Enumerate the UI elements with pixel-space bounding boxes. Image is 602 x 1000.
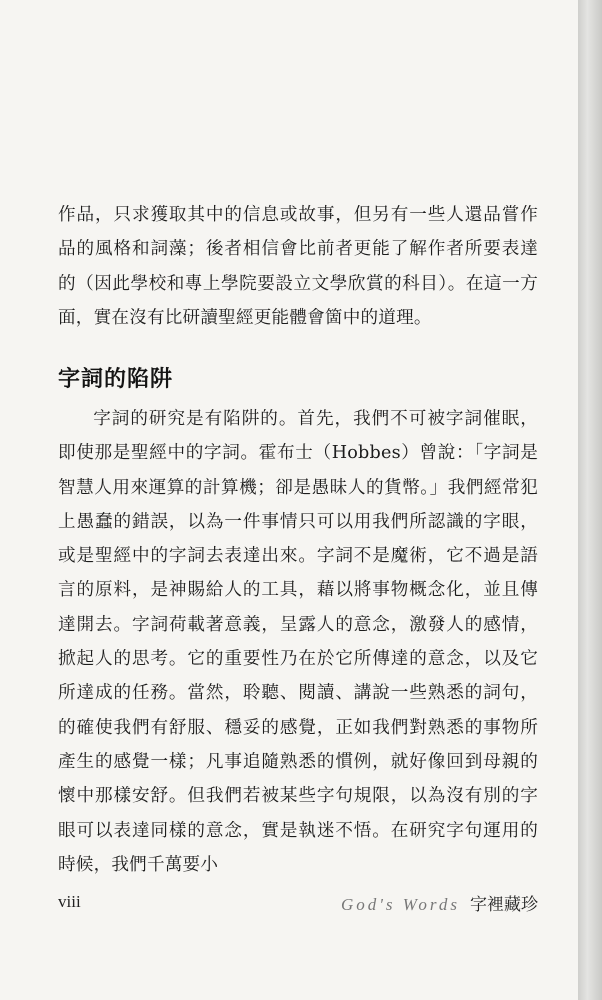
page-edge-shadow bbox=[578, 0, 602, 1000]
body-text-top bbox=[58, 198, 538, 335]
section-heading: 字詞的陷阱 bbox=[58, 367, 174, 392]
paragraph-main: 字詞的研究是有陷阱的。首先，我們不可被字詞催眠，即使那是聖經中的字詞。霍布士（Hobbes）曾說：「字詞是智慧人用來運算的計算機；卻是愚昧人的貨幣。」我們經常犯上愚蠢的錯誤，以為一件事情只可以用我們所認識的字眼，或是聖經中的字詞去表達出來。字詞不是魔術，它不過是語言的原料，是神賜給人的工具，藉以將事物概念化，並且傳達開去。字詞荷載著意義，呈露人的意念，激發人的感情，掀起人的思考。它的重要性乃在於它所傳達的意念，以及它所達成的任務。當然，聆聽、閱讀、講說一些熟悉的詞句，的確使我們有舒服、穩妥的感覺，正如我們對熟悉的事物所產生的感覺一樣；凡事追隨熟悉的慣例，就好像回到母親的懷中那樣安舒。但我們若被某些字句規限，以為沒有別的字眼可以表達同樣的意念，實是執迷不悟。在研究字句運用的時候，我們千萬要小 bbox=[58, 409, 538, 875]
page-footer bbox=[58, 888, 538, 918]
page-number: viii bbox=[58, 892, 81, 911]
paragraph-continued: 作品，只求獲取其中的信息或故事，但另有一些人還品嘗作品的風格和詞藻；後者相信會比前者更能了解作者所要表達的（因此學校和專上學院要設立文學欣賞的科目）。在這一方面，實在沒有比研讀聖經更能體會箇中的道理。 bbox=[58, 205, 538, 328]
running-title-chinese: 字裡藏珍 bbox=[470, 895, 538, 915]
body-text-main bbox=[58, 402, 538, 882]
running-title-english: God's Words bbox=[341, 895, 460, 914]
running-title bbox=[341, 890, 538, 915]
